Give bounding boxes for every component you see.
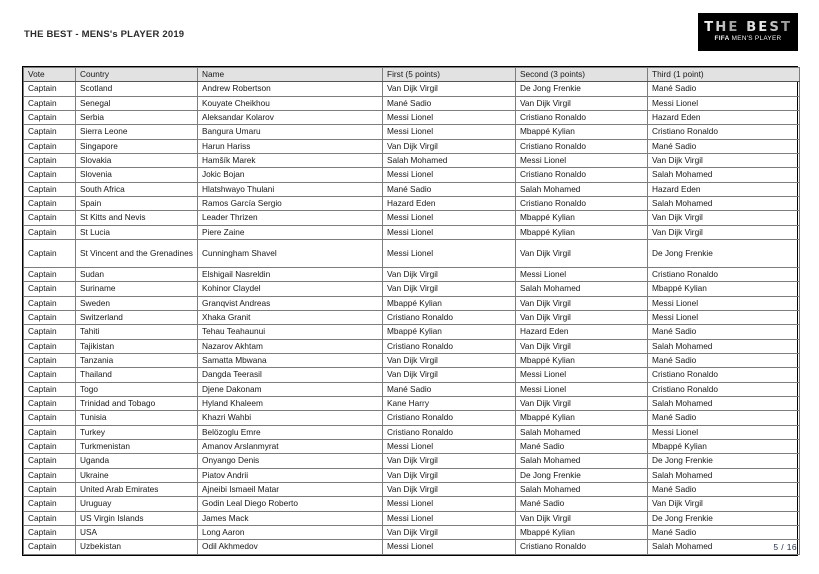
table-row: [24, 111, 800, 125]
cell-vote: Captain: [24, 211, 76, 225]
cell-second: Cristiano Ronaldo: [516, 111, 648, 125]
table-row: [24, 82, 800, 96]
cell-second: De Jong Frenkie: [516, 82, 648, 96]
cell-first: Mané Sadio: [383, 96, 516, 110]
cell-vote: Captain: [24, 296, 76, 310]
cell-second: Mané Sadio: [516, 497, 648, 511]
cell-vote: Captain: [24, 482, 76, 496]
cell-country: Sudan: [76, 267, 198, 281]
table-row: [24, 368, 800, 382]
cell-third: Messi Lionel: [648, 296, 800, 310]
table-row: [24, 125, 800, 139]
table-row: [24, 168, 800, 182]
cell-vote: Captain: [24, 540, 76, 554]
cell-country: Switzerland: [76, 310, 198, 324]
cell-second: Messi Lionel: [516, 382, 648, 396]
logo-sub-text: [715, 36, 782, 42]
cell-first: Van Dijk Virgil: [383, 353, 516, 367]
cell-vote: Captain: [24, 511, 76, 525]
cell-third: Mané Sadio: [648, 411, 800, 425]
page-number: 5 / 16: [773, 542, 797, 552]
cell-first: Cristiano Ronaldo: [383, 425, 516, 439]
table-row: [24, 240, 800, 268]
cell-vote: Captain: [24, 368, 76, 382]
cell-first: Kane Harry: [383, 396, 516, 410]
cell-third: Cristiano Ronaldo: [648, 382, 800, 396]
cell-country: St Lucia: [76, 225, 198, 239]
cell-second: Mbappé Kylian: [516, 353, 648, 367]
cell-second: Mbappé Kylian: [516, 125, 648, 139]
cell-second: Messi Lionel: [516, 368, 648, 382]
table-row: [24, 282, 800, 296]
page-title: THE BEST - MENS's PLAYER 2019: [24, 29, 185, 40]
table-row: [24, 382, 800, 396]
table-body: [24, 82, 800, 554]
cell-vote: Captain: [24, 439, 76, 453]
table-row: [24, 267, 800, 281]
cell-second: Mbappé Kylian: [516, 225, 648, 239]
cell-second: Van Dijk Virgil: [516, 511, 648, 525]
cell-country: Tajikistan: [76, 339, 198, 353]
cell-third: Van Dijk Virgil: [648, 497, 800, 511]
cell-name: Xhaka Granit: [198, 310, 383, 324]
table-row: [24, 425, 800, 439]
cell-second: Cristiano Ronaldo: [516, 168, 648, 182]
cell-vote: Captain: [24, 267, 76, 281]
table-row: [24, 468, 800, 482]
column-header-vote: Vote: [24, 68, 76, 82]
cell-third: Salah Mohamed: [648, 339, 800, 353]
cell-second: Hazard Eden: [516, 325, 648, 339]
cell-first: Mbappé Kylian: [383, 325, 516, 339]
cell-second: Salah Mohamed: [516, 282, 648, 296]
cell-vote: Captain: [24, 310, 76, 324]
cell-second: Van Dijk Virgil: [516, 396, 648, 410]
cell-country: Tanzania: [76, 353, 198, 367]
cell-first: Mané Sadio: [383, 382, 516, 396]
cell-third: Mané Sadio: [648, 482, 800, 496]
cell-second: De Jong Frenkie: [516, 468, 648, 482]
cell-name: Jokic Bojan: [198, 168, 383, 182]
cell-third: Mbappé Kylian: [648, 282, 800, 296]
cell-third: Cristiano Ronaldo: [648, 125, 800, 139]
table-row: [24, 540, 800, 554]
column-header-country: Country: [76, 68, 198, 82]
cell-vote: Captain: [24, 425, 76, 439]
table-row: [24, 396, 800, 410]
table-row: [24, 296, 800, 310]
table-row: [24, 353, 800, 367]
cell-name: Elshigail Nasreldin: [198, 267, 383, 281]
cell-country: Trinidad and Tobago: [76, 396, 198, 410]
table-header: [24, 68, 800, 82]
table-row: [24, 526, 800, 540]
cell-name: Hlatshwayo Thulani: [198, 182, 383, 196]
cell-second: Mbappé Kylian: [516, 211, 648, 225]
cell-third: De Jong Frenkie: [648, 240, 800, 268]
cell-first: Cristiano Ronaldo: [383, 339, 516, 353]
cell-vote: Captain: [24, 139, 76, 153]
cell-second: Cristiano Ronaldo: [516, 197, 648, 211]
cell-country: Uzbekistan: [76, 540, 198, 554]
cell-name: Aleksandar Kolarov: [198, 111, 383, 125]
cell-second: Cristiano Ronaldo: [516, 139, 648, 153]
cell-first: Messi Lionel: [383, 240, 516, 268]
cell-country: United Arab Emirates: [76, 482, 198, 496]
cell-country: Tunisia: [76, 411, 198, 425]
cell-second: Van Dijk Virgil: [516, 240, 648, 268]
cell-third: Mané Sadio: [648, 139, 800, 153]
table-row: [24, 154, 800, 168]
cell-name: Dangda Teerasil: [198, 368, 383, 382]
cell-vote: Captain: [24, 282, 76, 296]
cell-first: Mané Sadio: [383, 182, 516, 196]
table-row: [24, 325, 800, 339]
cell-first: Mbappé Kylian: [383, 296, 516, 310]
cell-first: Van Dijk Virgil: [383, 482, 516, 496]
cell-first: Van Dijk Virgil: [383, 454, 516, 468]
cell-third: Messi Lionel: [648, 96, 800, 110]
cell-first: Van Dijk Virgil: [383, 368, 516, 382]
cell-country: Scotland: [76, 82, 198, 96]
cell-third: Van Dijk Virgil: [648, 211, 800, 225]
table-row: [24, 511, 800, 525]
cell-first: Van Dijk Virgil: [383, 526, 516, 540]
cell-country: Tahiti: [76, 325, 198, 339]
cell-second: Mané Sadio: [516, 439, 648, 453]
cell-name: Hamšík Marek: [198, 154, 383, 168]
cell-name: Granqvist Andreas: [198, 296, 383, 310]
cell-country: Thailand: [76, 368, 198, 382]
cell-third: Van Dijk Virgil: [648, 225, 800, 239]
cell-first: Messi Lionel: [383, 211, 516, 225]
cell-vote: Captain: [24, 526, 76, 540]
cell-name: Samatta Mbwana: [198, 353, 383, 367]
cell-country: St Vincent and the Grenadines: [76, 240, 198, 268]
column-header-name: Name: [198, 68, 383, 82]
cell-vote: Captain: [24, 197, 76, 211]
cell-country: Slovakia: [76, 154, 198, 168]
cell-name: Ramos García Sergio: [198, 197, 383, 211]
cell-name: James Mack: [198, 511, 383, 525]
cell-third: Hazard Eden: [648, 182, 800, 196]
cell-second: Salah Mohamed: [516, 482, 648, 496]
cell-second: Van Dijk Virgil: [516, 96, 648, 110]
table-row: [24, 439, 800, 453]
cell-second: Van Dijk Virgil: [516, 296, 648, 310]
table-row: [24, 139, 800, 153]
cell-country: USA: [76, 526, 198, 540]
cell-vote: Captain: [24, 325, 76, 339]
cell-name: Bangura Umaru: [198, 125, 383, 139]
cell-first: Messi Lionel: [383, 511, 516, 525]
cell-vote: Captain: [24, 497, 76, 511]
cell-third: Van Dijk Virgil: [648, 154, 800, 168]
cell-first: Messi Lionel: [383, 111, 516, 125]
cell-vote: Captain: [24, 82, 76, 96]
cell-third: Salah Mohamed: [648, 468, 800, 482]
cell-third: Mbappé Kylian: [648, 439, 800, 453]
cell-first: Van Dijk Virgil: [383, 139, 516, 153]
cell-vote: Captain: [24, 454, 76, 468]
table-row: [24, 454, 800, 468]
cell-third: Mané Sadio: [648, 325, 800, 339]
cell-name: Piere Zaine: [198, 225, 383, 239]
cell-second: Salah Mohamed: [516, 182, 648, 196]
cell-country: St Kitts and Nevis: [76, 211, 198, 225]
cell-vote: Captain: [24, 468, 76, 482]
cell-second: Mbappé Kylian: [516, 526, 648, 540]
table-row: [24, 411, 800, 425]
cell-country: Slovenia: [76, 168, 198, 182]
table-row: [24, 211, 800, 225]
cell-vote: Captain: [24, 111, 76, 125]
cell-second: Messi Lionel: [516, 154, 648, 168]
cell-first: Messi Lionel: [383, 225, 516, 239]
cell-vote: Captain: [24, 240, 76, 268]
cell-name: Kouyate Cheikhou: [198, 96, 383, 110]
table-row: [24, 497, 800, 511]
cell-second: Mbappé Kylian: [516, 411, 648, 425]
cell-name: Belözoglu Emre: [198, 425, 383, 439]
logo-main-text: THE BEST: [704, 20, 792, 36]
cell-second: Cristiano Ronaldo: [516, 540, 648, 554]
cell-first: Van Dijk Virgil: [383, 468, 516, 482]
cell-third: Mané Sadio: [648, 353, 800, 367]
cell-country: Suriname: [76, 282, 198, 296]
cell-first: Messi Lionel: [383, 168, 516, 182]
cell-country: US Virgin Islands: [76, 511, 198, 525]
cell-first: Van Dijk Virgil: [383, 267, 516, 281]
cell-second: Salah Mohamed: [516, 454, 648, 468]
cell-first: Cristiano Ronaldo: [383, 411, 516, 425]
cell-first: Van Dijk Virgil: [383, 82, 516, 96]
cell-second: Van Dijk Virgil: [516, 339, 648, 353]
cell-first: Hazard Eden: [383, 197, 516, 211]
cell-name: Long Aaron: [198, 526, 383, 540]
cell-vote: Captain: [24, 411, 76, 425]
cell-name: Leader Thrizen: [198, 211, 383, 225]
cell-third: De Jong Frenkie: [648, 511, 800, 525]
cell-first: Messi Lionel: [383, 540, 516, 554]
cell-name: Harun Hariss: [198, 139, 383, 153]
cell-third: De Jong Frenkie: [648, 454, 800, 468]
cell-first: Van Dijk Virgil: [383, 282, 516, 296]
cell-country: Togo: [76, 382, 198, 396]
cell-name: Hyland Khaleem: [198, 396, 383, 410]
cell-third: Salah Mohamed: [648, 540, 800, 554]
logo-fifa-text: FIFA: [714, 35, 730, 43]
cell-third: Mané Sadio: [648, 526, 800, 540]
cell-name: Godin Leal Diego Roberto: [198, 497, 383, 511]
cell-vote: Captain: [24, 353, 76, 367]
cell-first: Cristiano Ronaldo: [383, 310, 516, 324]
cell-vote: Captain: [24, 225, 76, 239]
column-header-second: Second (3 points): [516, 68, 648, 82]
cell-vote: Captain: [24, 182, 76, 196]
cell-country: Turkey: [76, 425, 198, 439]
table-row: [24, 339, 800, 353]
cell-vote: Captain: [24, 154, 76, 168]
cell-country: Serbia: [76, 111, 198, 125]
cell-second: Salah Mohamed: [516, 425, 648, 439]
cell-third: Mané Sadio: [648, 82, 800, 96]
cell-first: Messi Lionel: [383, 439, 516, 453]
table-row: [24, 225, 800, 239]
cell-first: Messi Lionel: [383, 125, 516, 139]
cell-third: Salah Mohamed: [648, 396, 800, 410]
cell-name: Kohinor Claydel: [198, 282, 383, 296]
cell-name: Tehau Teahaunui: [198, 325, 383, 339]
cell-vote: Captain: [24, 339, 76, 353]
cell-country: Turkmenistan: [76, 439, 198, 453]
cell-name: Onyango Denis: [198, 454, 383, 468]
cell-vote: Captain: [24, 396, 76, 410]
cell-country: Senegal: [76, 96, 198, 110]
table-row: [24, 482, 800, 496]
cell-name: Ajneibi Ismaeil Matar: [198, 482, 383, 496]
document-header: [0, 0, 819, 62]
cell-vote: Captain: [24, 168, 76, 182]
table-row: [24, 96, 800, 110]
cell-country: Sierra Leone: [76, 125, 198, 139]
cell-third: Salah Mohamed: [648, 197, 800, 211]
cell-country: Spain: [76, 197, 198, 211]
cell-third: Cristiano Ronaldo: [648, 368, 800, 382]
column-header-first: First (5 points): [383, 68, 516, 82]
the-best-fifa-logo: [698, 13, 798, 51]
cell-name: Nazarov Akhtam: [198, 339, 383, 353]
cell-name: Odil Akhmedov: [198, 540, 383, 554]
cell-second: Van Dijk Virgil: [516, 310, 648, 324]
cell-country: South Africa: [76, 182, 198, 196]
cell-vote: Captain: [24, 125, 76, 139]
votes-table-container: [22, 66, 798, 556]
cell-name: Khazri Wahbi: [198, 411, 383, 425]
table-header-row: [24, 68, 800, 82]
cell-country: Uganda: [76, 454, 198, 468]
votes-table: [23, 67, 800, 555]
logo-category-text: MEN'S PLAYER: [729, 35, 782, 43]
cell-third: Hazard Eden: [648, 111, 800, 125]
table-row: [24, 310, 800, 324]
cell-country: Singapore: [76, 139, 198, 153]
cell-third: Messi Lionel: [648, 425, 800, 439]
cell-third: Salah Mohamed: [648, 168, 800, 182]
cell-first: Salah Mohamed: [383, 154, 516, 168]
cell-name: Amanov Arslanmyrat: [198, 439, 383, 453]
cell-name: Djene Dakonam: [198, 382, 383, 396]
cell-country: Ukraine: [76, 468, 198, 482]
cell-third: Messi Lionel: [648, 310, 800, 324]
cell-name: Piatov Andrii: [198, 468, 383, 482]
cell-vote: Captain: [24, 382, 76, 396]
cell-name: Cunningham Shavel: [198, 240, 383, 268]
cell-country: Uruguay: [76, 497, 198, 511]
cell-country: Sweden: [76, 296, 198, 310]
cell-vote: Captain: [24, 96, 76, 110]
cell-second: Messi Lionel: [516, 267, 648, 281]
cell-third: Cristiano Ronaldo: [648, 267, 800, 281]
cell-first: Messi Lionel: [383, 497, 516, 511]
column-header-third: Third (1 point): [648, 68, 800, 82]
cell-name: Andrew Robertson: [198, 82, 383, 96]
table-row: [24, 182, 800, 196]
table-row: [24, 197, 800, 211]
